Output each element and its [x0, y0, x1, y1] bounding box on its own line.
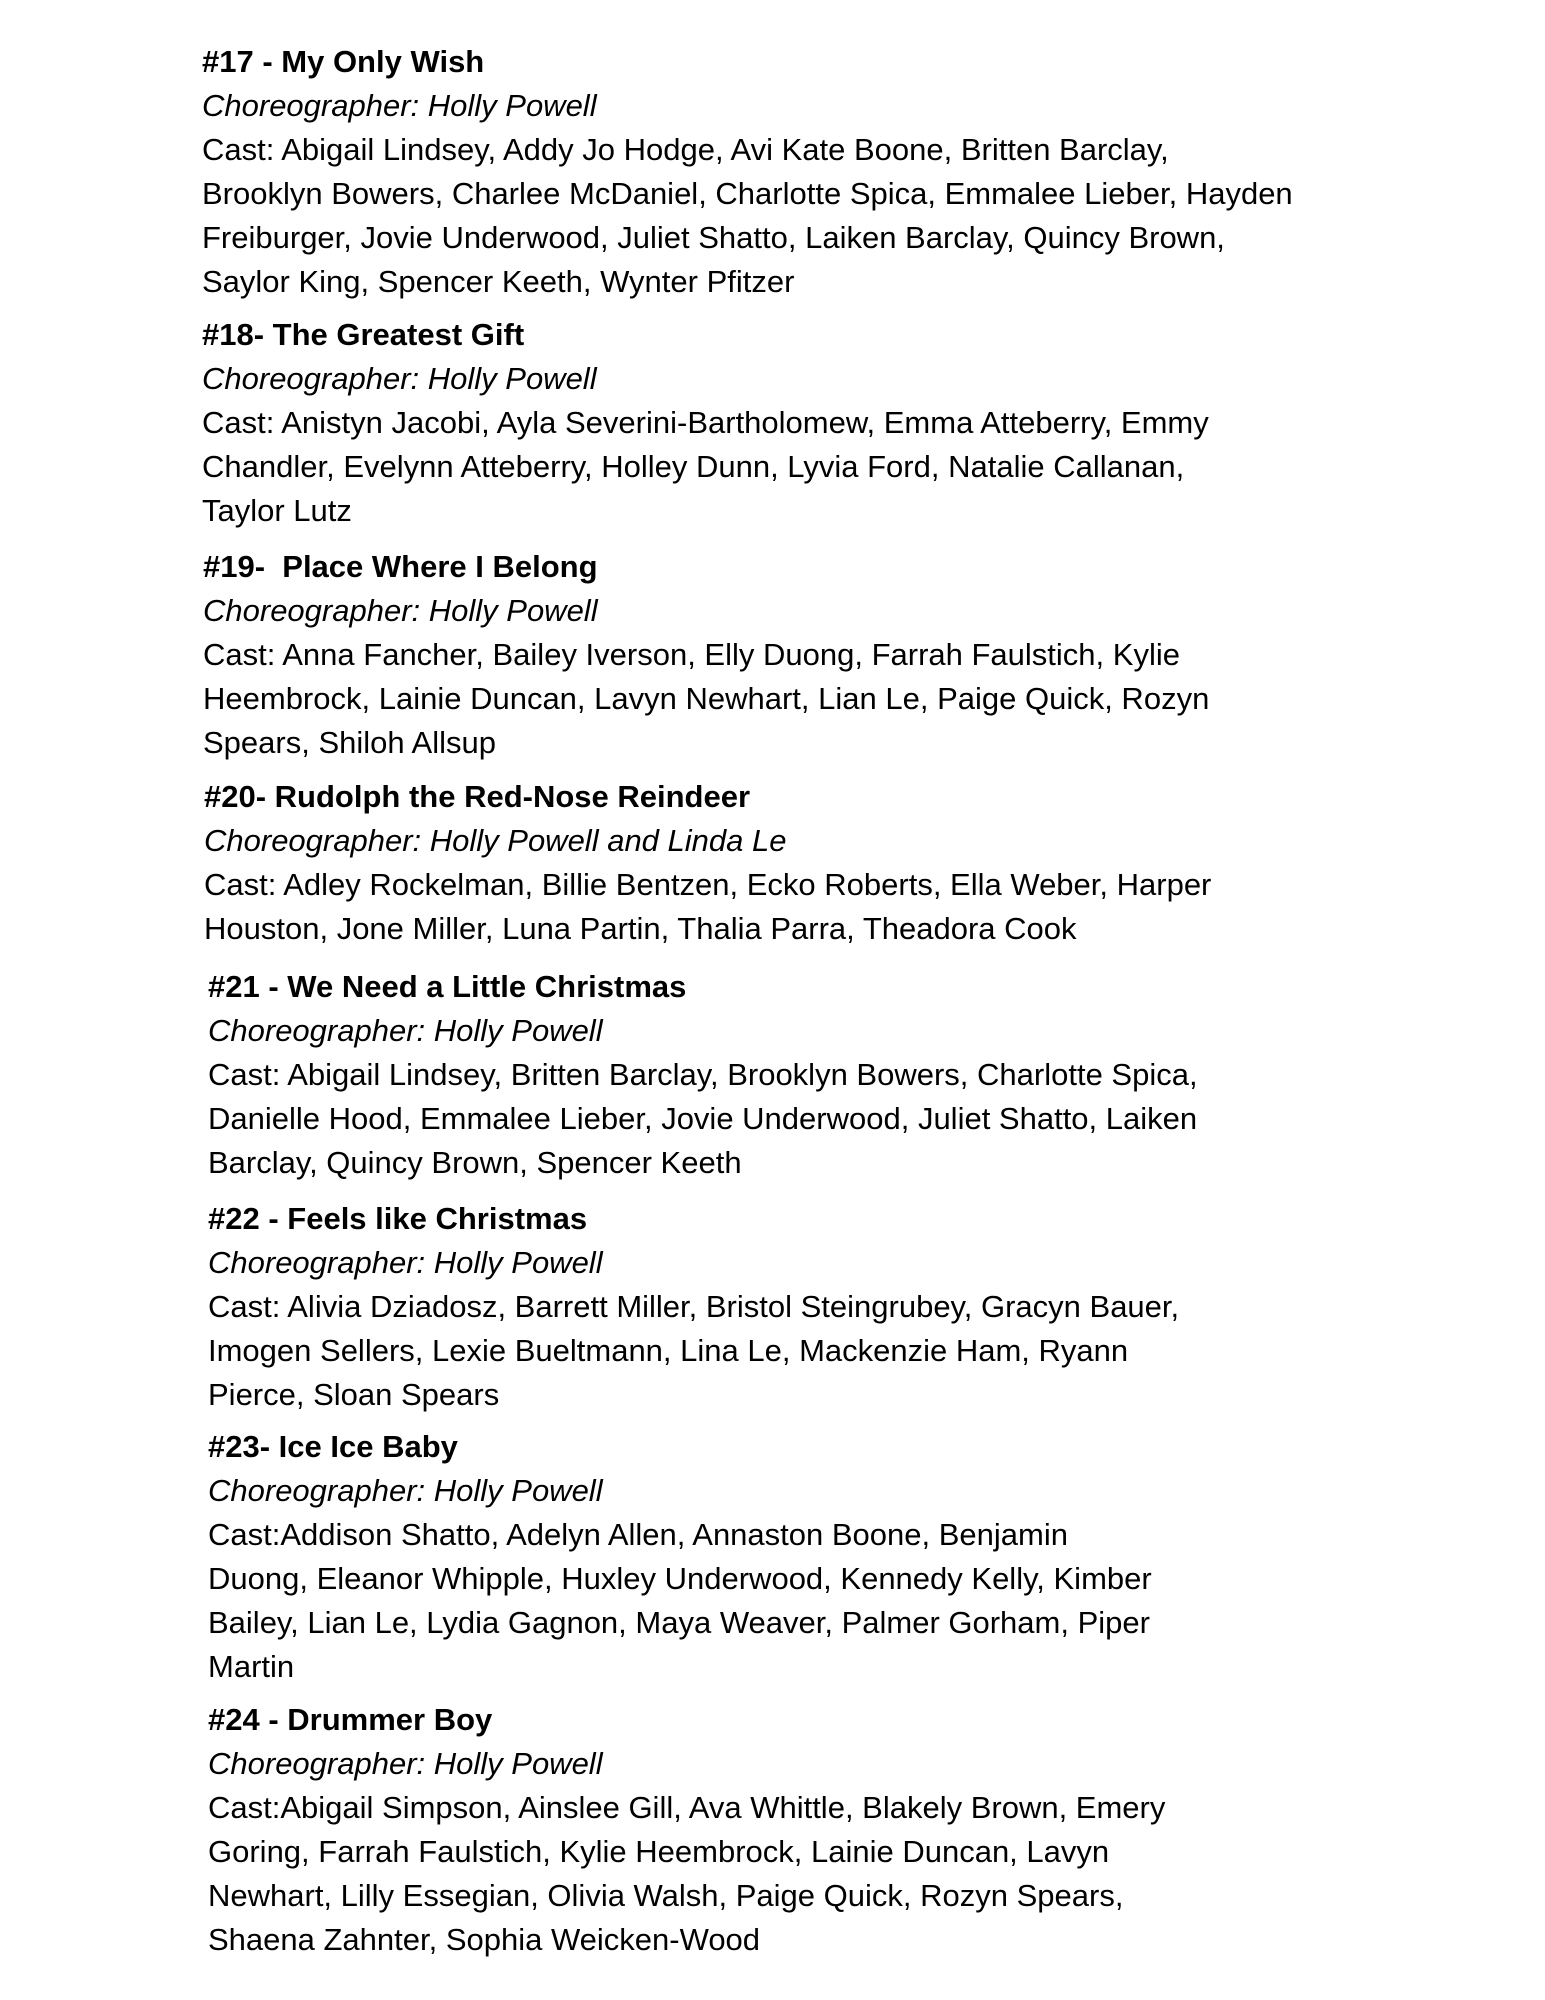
performance-entry-24 — [208, 1698, 1388, 1962]
choreographer-line: Choreographer: Holly Powell — [208, 1473, 603, 1508]
choreographer-line: Choreographer: Holly Powell — [208, 1013, 603, 1048]
performance-title: #23- Ice Ice Baby — [208, 1429, 458, 1464]
performance-title: #18- The Greatest Gift — [202, 317, 525, 352]
performance-entry-22 — [208, 1197, 1388, 1417]
performance-entry-19 — [203, 545, 1383, 765]
choreographer-line: Choreographer: Holly Powell — [203, 593, 598, 628]
performance-entry-17 — [202, 40, 1382, 304]
choreographer-line: Choreographer: Holly Powell — [208, 1746, 603, 1781]
performance-entry-21 — [208, 965, 1388, 1185]
choreographer-line: Choreographer: Holly Powell — [202, 88, 597, 123]
performance-title: #17 - My Only Wish — [202, 44, 485, 79]
cast-list: Cast:Abigail Simpson, Ainslee Gill, Ava Whittle, Blakely Brown, Emery Goring, Farrah Faulstich, Kylie Heembrock, Lainie Duncan, Lavyn Newhart, Lilly Essegian, Olivia Walsh, Paige Quick, Rozyn Spears, Shaena Zahnter, Sophia Weicken-Wood — [208, 1790, 1166, 1957]
performance-title: #19- Place Where I Belong — [203, 549, 598, 584]
cast-list: Cast: Anna Fancher, Bailey Iverson, Elly Duong, Farrah Faulstich, Kylie Heembrock, Lainie Duncan, Lavyn Newhart, Lian Le, Paige Quick, Rozyn Spears, Shiloh Allsup — [203, 637, 1210, 760]
performance-title: #22 - Feels like Christmas — [208, 1201, 588, 1236]
cast-list: Cast: Alivia Dziadosz, Barrett Miller, Bristol Steingrubey, Gracyn Bauer, Imogen Sellers, Lexie Bueltmann, Lina Le, Mackenzie Ham, Ryann Pierce, Sloan Spears — [208, 1289, 1180, 1412]
performance-title: #21 - We Need a Little Christmas — [208, 969, 687, 1004]
performance-title: #24 - Drummer Boy — [208, 1702, 493, 1737]
choreographer-line: Choreographer: Holly Powell and Linda Le — [204, 823, 787, 858]
choreographer-line: Choreographer: Holly Powell — [208, 1245, 603, 1280]
performance-entry-18 — [202, 313, 1382, 533]
cast-list: Cast: Abigail Lindsey, Britten Barclay, Brooklyn Bowers, Charlotte Spica, Danielle Hood, Emmalee Lieber, Jovie Underwood, Juliet Shatto, Laiken Barclay, Quincy Brown, Spencer Keeth — [208, 1057, 1198, 1180]
performance-entry-20 — [204, 775, 1384, 951]
cast-list: Cast:Addison Shatto, Adelyn Allen, Annaston Boone, Benjamin Duong, Eleanor Whipple, Huxley Underwood, Kennedy Kelly, Kimber Bailey, Lian Le, Lydia Gagnon, Maya Weaver, Palmer Gorham, Piper Martin — [208, 1517, 1152, 1684]
cast-list: Cast: Anistyn Jacobi, Ayla Severini-Bartholomew, Emma Atteberry, Emmy Chandler, Evelynn Atteberry, Holley Dunn, Lyvia Ford, Natalie Callanan, Taylor Lutz — [202, 405, 1209, 528]
choreographer-line: Choreographer: Holly Powell — [202, 361, 597, 396]
performance-entry-23 — [208, 1425, 1388, 1689]
performance-title: #20- Rudolph the Red-Nose Reindeer — [204, 779, 751, 814]
cast-list: Cast: Abigail Lindsey, Addy Jo Hodge, Avi Kate Boone, Britten Barclay, Brooklyn Bowers, Charlee McDaniel, Charlotte Spica, Emmalee Lieber, Hayden Freiburger, Jovie Underwood, Juliet Shatto, Laiken Barclay, Quincy Brown, Saylor King, Spencer Keeth, Wynter Pfitzer — [202, 132, 1293, 299]
cast-list: Cast: Adley Rockelman, Billie Bentzen, Ecko Roberts, Ella Weber, Harper Houston, Jone Miller, Luna Partin, Thalia Parra, Theadora Cook — [204, 867, 1212, 946]
